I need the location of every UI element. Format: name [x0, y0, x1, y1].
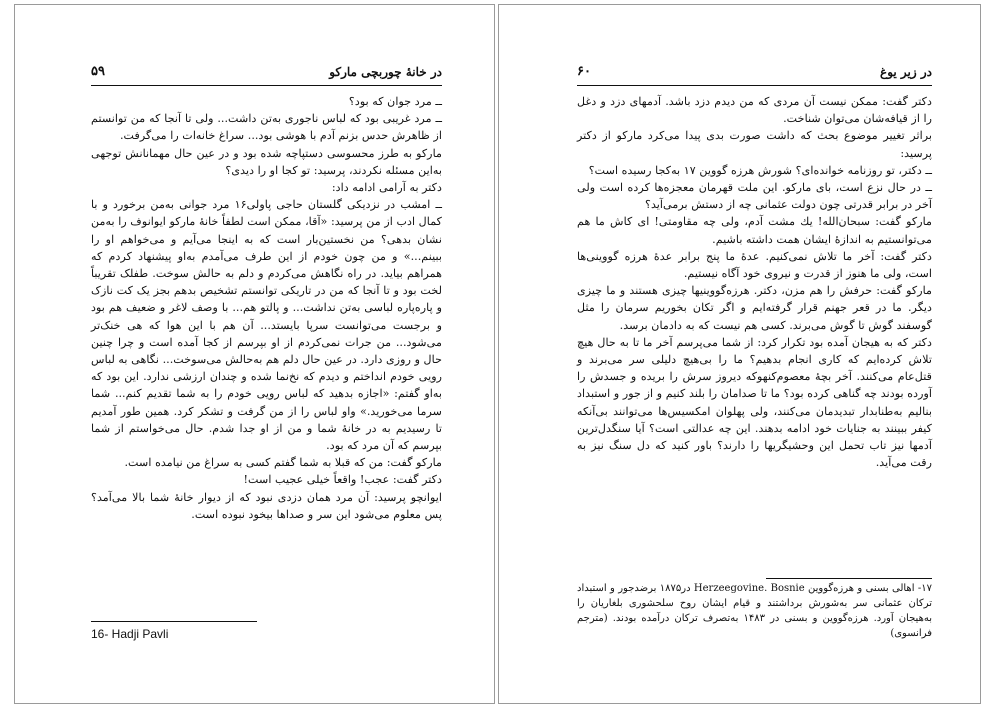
paragraph: مارکو گفت: من که قبلا به شما گفتم کسی به سراغ من نیامده است. — [124, 456, 442, 470]
body-text — [91, 93, 442, 523]
left-page — [14, 4, 495, 704]
page-number: ۶۰ — [577, 64, 591, 79]
footnote-rule — [766, 578, 932, 579]
footnote: 16- Hadji Pavli — [91, 627, 169, 641]
body-text — [577, 93, 932, 471]
footnote-rule — [91, 621, 257, 622]
paragraph: دکتر به آرامی ادامه داد: — [331, 181, 442, 195]
paragraph: مارکو گفت: حرفش را هم مزن، دکتر. هرزه‌گووینیها چیزی هستند و ما چیزی دیگر. ما در قعر جهنم قرار گرفته‌ایم و اگر تکان بخوریم سرمان را مثل گوسفند گوش تا گوش می‌برند. کسی هم نیست که به دادمان برسد. — [577, 284, 932, 332]
footnote-text: ۱۷- اهالی بسنی و هرزه‌گووین Herzeegovine. Bosnie در۱۸۷۵ برضدجور و استبداد ترکان عثمانی سر به‌شورش برداشتند و قیام ایشان روح سلحشوری بلغاریان را به‌هیجان آورد. هرزه‌گووین و بسنی در ۱۴۸۳ به‌تصرف ترکان درآمده بودند. (مترجم فرانسوی) — [577, 583, 932, 639]
paragraph: ــ در حال نزع است، بای مارکو. این ملت قهرمان معجزه‌ها کرده است ولی آخر در برابر قدرتی چون دولت عثمانی چه از دستش برمی‌آید؟ — [577, 181, 932, 212]
page-header — [91, 63, 442, 86]
paragraph: ــ امشب در نزدیکی گلستان حاجی پاولی۱۶ مرد جوانی به‌من برخورد و با کمال ادب از من پرسید: «آقا، ممکن است لطفاً خانهٔ مارکو ایوانوف را به‌من نشان بدهی؟ من نخستین‌بار است که به اینجا می‌آیم و می‌خواهم او را ببینم...» و من چون خودم از این طرف می‌آمدم به‌او پیشنهاد کردم که همراهم بیاید. در راه نگاهش می‌کردم و دلم به حالش سوخت. طفلک تقریباً لخت بود و تا آنجا که من در تاریکی توانستم تشخیص بدهم بجز یک کت نازک و پاره‌پاره لباسی به‌تن نداشت... و پالتو هم... با وصف لاغر و ضعیف هم بود و برجست می‌توانست سرپا بایستد... آن هم با این هوا که هی خنک‌تر می‌شود... من جرات نمی‌کردم از او بپرسم از کجا آمده است و چرا چنین حال و روزی دارد. در عین حال دلم هم به‌حالش می‌سوخت... نگاهی به لباس رویی خودم انداختم و دیدم که نخ‌نما شده و چندان ارزشی ندارد. این بود که به‌او گفتم: «اجازه بدهید که لباس رویی خودم را به شما تقدیم کنم... شما سرما می‌خورید.» واو لباس را از من گرفت و تشکر کرد. همین طور آمدیم تا رسیدیم به در خانهٔ شما و من از او جدا شدم. حال می‌خواستم از شما بپرسم که آن مرد که بود. — [91, 198, 443, 453]
paragraph: دکتر گفت: آخر ما تلاش نمی‌کنیم. عدهٔ ما پنج برابر عدهٔ هرزه گووینی‌ها است، ولی ما هنوز از قدرت و نیروی خود آگاه نیستیم. — [577, 249, 932, 281]
running-title: در زیر یوغ — [880, 65, 932, 79]
right-page — [498, 4, 981, 704]
running-title: در خانهٔ چوربچی مارکو — [329, 65, 442, 79]
paragraph: دکتر گفت: ممکن نیست آن مردی که من دیدم دزد باشد. آدمهای دزد و دغل را از قیافه‌شان می‌توان شناخت. — [577, 95, 932, 126]
paragraph: دکتر گفت: عجب! واقعاً خیلی عجیب است! — [243, 473, 442, 487]
paragraph: مارکو به طرز محسوسی دستپاچه شده بود و در عین حال مهمانانش توجهی به‌این مسئله نکردند، پرسید: تو کجا او را دیدی؟ — [91, 146, 442, 177]
paragraph: ــ مرد غریبی بود که لباس ناجوری به‌تن داشت... ولی تا آنجا که من توانستم از ظاهرش حدس بزنم آدم با هوشی بود... سراغ خانه‌ات را می‌گرفت. — [91, 112, 442, 143]
footnote — [577, 581, 932, 641]
paragraph: ایوانچو پرسید: آن مرد همان دزدی نبود که از دیوار خانهٔ شما بالا می‌آمد؟ پس معلوم می‌شود این سر و صداها بیخود نبوده است. — [91, 490, 442, 521]
page-header — [577, 63, 932, 86]
paragraph: دکتر که به هیجان آمده بود تکرار کرد: از شما می‌پرسم آخر ما تا به حال هیچ تلاش کرده‌ایم که کاری انجام بدهیم؟ ما را بی‌هیچ دلیلی سر می‌برند و قتل‌عام می‌کنند. آخر بچهٔ معصوم‌کنهوکه دیروز سرش را بریده و جسدش را آورده بودند چه گناهی کرده بود؟ ما تا صدامان را بلند کنیم و از جور و استبداد بنالیم به‌طنابدار تبدیدمان می‌کنند، ولی پهلوان امکسیس‌ها می‌توانند بی‌آنکه کیفر ببینند به جنایات خود ادامه بدهند. این چه عدالتی است؟ آیا سنگدل‌ترین آدمها نیز تاب تحمل این وحشیگریها را دارند؟ باور کنید که دل سنگ نیز به رقت می‌آید. — [577, 335, 932, 470]
page-number: ۵۹ — [91, 64, 105, 79]
paragraph: مارکو گفت: سبحان‌الله! یك مشت آدم، ولی چه مقاومتی! ای کاش ما هم می‌توانستیم به اندازهٔ ایشان همت داشته باشیم. — [577, 215, 932, 246]
paragraph: براثر تغییر موضوع بحث که داشت صورت بدی پیدا می‌کرد مارکو از دکتر پرسید: — [577, 129, 932, 160]
paragraph: ــ دکتر، تو روزنامه خوانده‌ای؟ شورش هرزه گووین ۱۷ به‌کجا رسیده است؟ — [588, 163, 932, 177]
paragraph: ــ مرد جوان که بود؟ — [348, 95, 442, 108]
